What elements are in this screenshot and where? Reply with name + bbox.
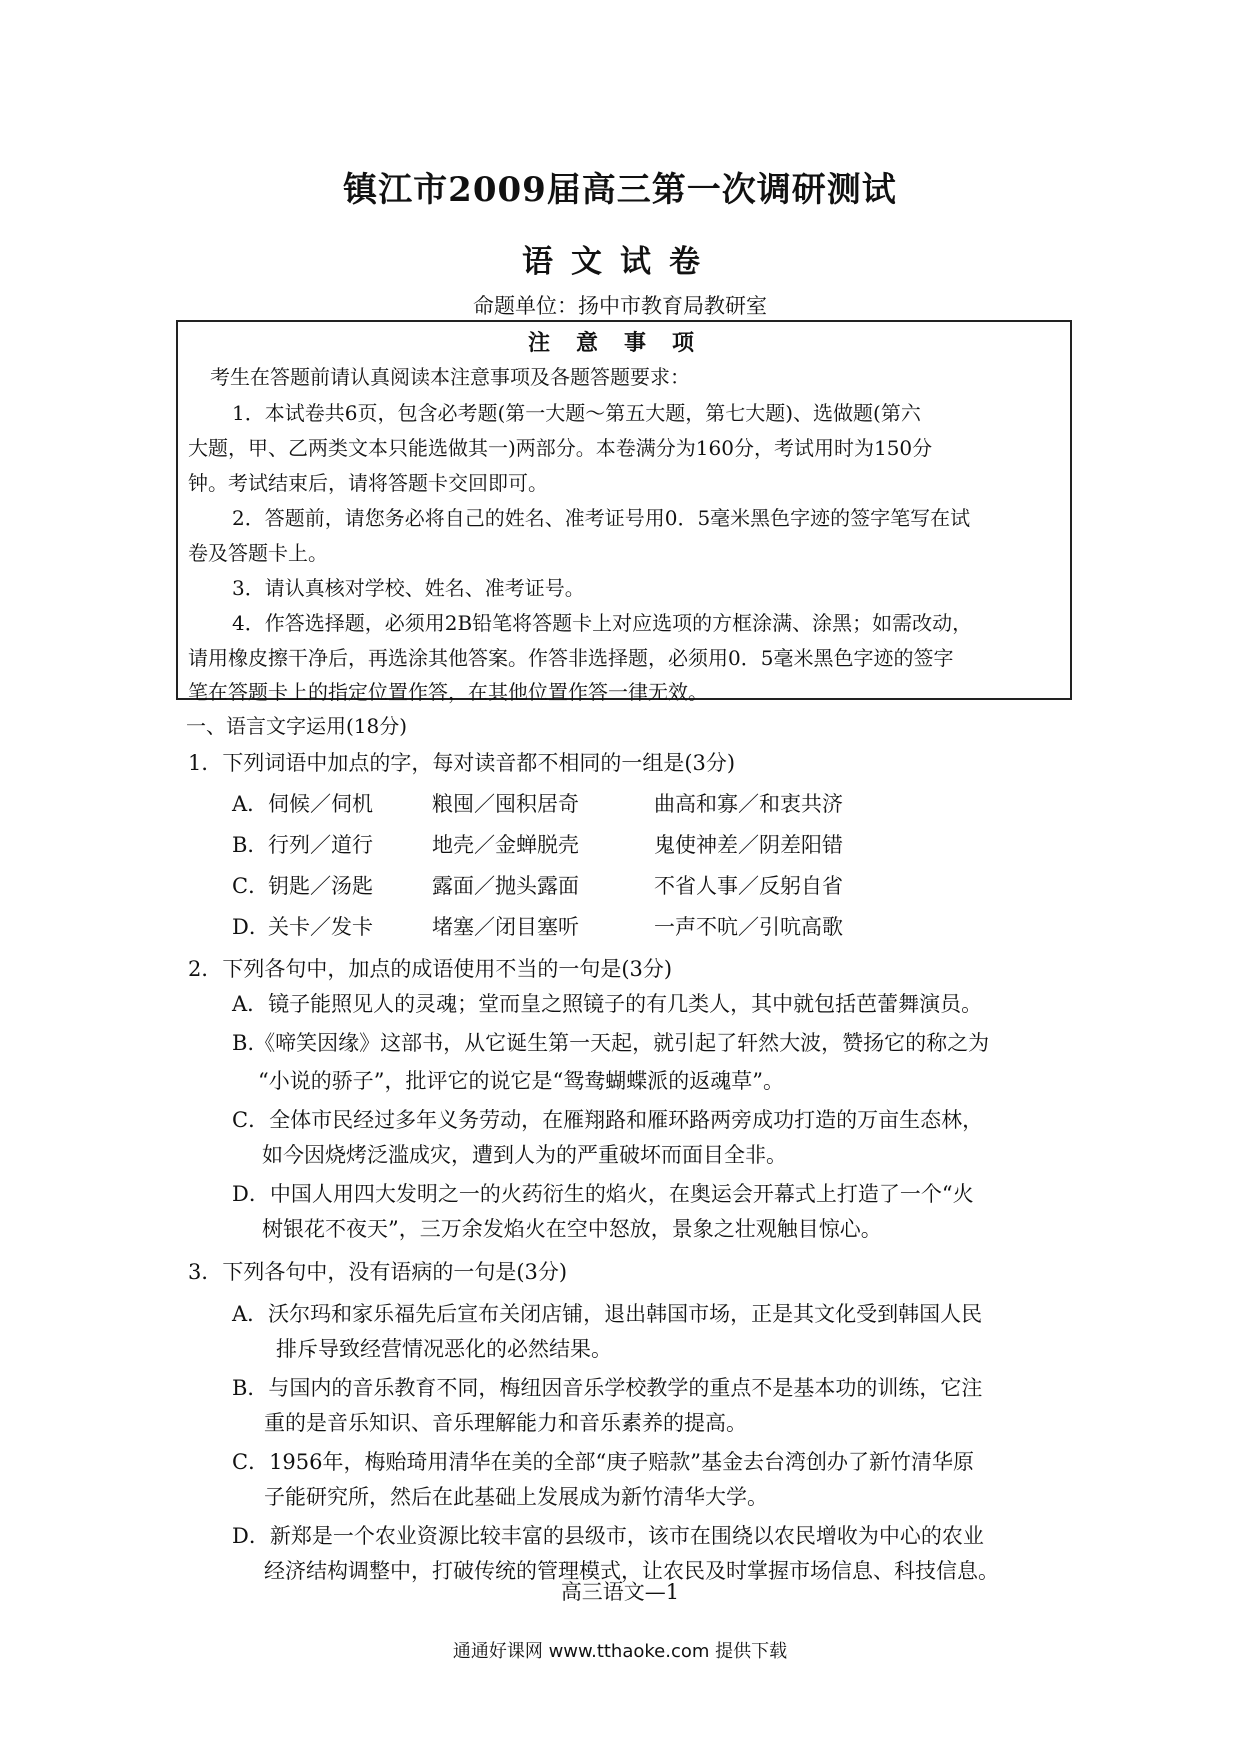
page-footer-label: 高三语文—1 <box>560 1580 680 1604</box>
notice-intro: 考生在答题前请认真阅读本注意事项及各题答题要求： <box>210 365 690 389</box>
q3-option-b-line-2: 重的是音乐知识、音乐理解能力和音乐素养的提高。 <box>264 1411 747 1435</box>
q1-option-d-pair-3: 一声不吭／引吭高歌 <box>654 915 843 939</box>
notice-item-4-line-2: 请用橡皮擦干净后，再选涂其他答案。作答非选择题，必须用0．5毫米黑色字迹的签字 <box>188 646 954 670</box>
setter-unit: 命题单位：扬中市教育局教研室 <box>473 294 767 318</box>
q2-option-b-line-2: “小说的骄子”，批评它的说它是“鸳鸯蝴蝶派的返魂草”。 <box>258 1069 784 1093</box>
q2-option-d-line-2: 树银花不夜天”，三万余发焰火在空中怒放，景象之壮观触目惊心。 <box>262 1217 882 1241</box>
q2-option-c-line-2: 如今因烧烤泛滥成灾，遭到人为的严重破坏而面目全非。 <box>262 1143 787 1167</box>
exam-title: 镇江市2009届高三第一次调研测试 <box>343 170 897 210</box>
download-source-note: 通通好课网 www.tthaoke.com 提供下载 <box>452 1641 788 1662</box>
q3-stem: 3．下列各句中，没有语病的一句是(3分) <box>188 1260 568 1284</box>
q2-stem: 2．下列各句中，加点的成语使用不当的一句是(3分) <box>188 957 673 981</box>
q1-option-b-pair-3: 鬼使神差／阴差阳错 <box>654 833 843 857</box>
q3-option-b-line-1: B．与国内的音乐教育不同，梅纽因音乐学校教学的重点不是基本功的训练，它注 <box>232 1376 983 1400</box>
q1-option-a-label: A． <box>232 792 269 816</box>
q3-option-c-line-1: C．1956年，梅贻琦用清华在美的全部“庚子赔款”基金去台湾创办了新竹清华原 <box>232 1450 974 1474</box>
q1-option-b-label: B． <box>232 833 269 857</box>
notice-title: 注意事项 <box>527 330 720 356</box>
notice-item-1-line-3: 钟。考试结束后，请将答题卡交回即可。 <box>188 471 548 495</box>
q3-option-c-line-2: 子能研究所，然后在此基础上发展成为新竹清华大学。 <box>264 1485 768 1509</box>
q3-option-a-line-2: 排斥导致经营情况恶化的必然结果。 <box>276 1337 612 1361</box>
q3-option-a-line-1: A．沃尔玛和家乐福先后宣布关闭店铺，退出韩国市场，正是其文化受到韩国人民 <box>232 1302 983 1326</box>
q1-option-a-pair-3: 曲高和寡／和衷共济 <box>654 792 843 816</box>
q1-option-d-pair-1: 关卡／发卡 <box>268 915 373 939</box>
q1-option-d-label: D． <box>232 915 270 939</box>
notice-item-3: 3．请认真核对学校、姓名、准考证号。 <box>232 576 585 600</box>
notice-item-2-line-2: 卷及答题卡上。 <box>188 541 328 565</box>
q1-option-c-label: C． <box>232 874 270 898</box>
q1-option-a-pair-1: 伺候／伺机 <box>268 792 373 816</box>
q3-option-d-line-1: D．新郑是一个农业资源比较丰富的县级市，该市在围绕以农民增收为中心的农业 <box>232 1524 984 1548</box>
q2-option-a-line-1: A．镜子能照见人的灵魂；堂而皇之照镜子的有几类人，其中就包括芭蕾舞演员。 <box>232 992 983 1016</box>
q3-option-d-line-2: 经济结构调整中，打破传统的管理模式，让农民及时掌握市场信息、科技信息。 <box>264 1559 999 1583</box>
q1-stem: 1．下列词语中加点的字，每对读音都不相同的一组是(3分) <box>188 751 736 775</box>
q2-option-c-line-1: C．全体市民经过多年义务劳动，在雁翔路和雁环路两旁成功打造的万亩生态林， <box>232 1108 984 1132</box>
q1-option-d-pair-2: 堵塞／闭目塞听 <box>432 915 579 939</box>
section-1-heading: 一、语言文字运用(18分) <box>186 714 408 738</box>
notice-item-4-line-3: 笔在答题卡上的指定位置作答，在其他位置作答一律无效。 <box>188 680 708 704</box>
q1-option-c-pair-3: 不省人事／反躬自省 <box>654 874 843 898</box>
notice-item-2-line-1: 2．答题前，请您务必将自己的姓名、准考证号用0．5毫米黑色字迹的签字笔写在试 <box>232 506 971 530</box>
notice-item-1-line-1: 1．本试卷共6页，包含必考题(第一大题～第五大题，第七大题)、选做题(第六 <box>232 401 921 425</box>
q1-option-b-pair-2: 地壳／金蝉脱壳 <box>432 833 579 857</box>
q1-option-a-pair-2: 粮囤／囤积居奇 <box>432 792 579 816</box>
q1-option-b-pair-1: 行列／道行 <box>268 833 373 857</box>
q2-option-b-line-1: B.《啼笑因缘》这部书，从它诞生第一天起，就引起了轩然大波，赞扬它的称之为 <box>232 1031 990 1055</box>
q1-option-c-pair-1: 钥匙／汤匙 <box>268 874 373 898</box>
notice-item-1-line-2: 大题，甲、乙两类文本只能选做其一)两部分。本卷满分为160分，考试用时为150分 <box>188 436 933 460</box>
q2-option-d-line-1: D．中国人用四大发明之一的火药衍生的焰火，在奥运会开幕式上打造了一个“火 <box>232 1182 974 1206</box>
q1-option-c-pair-2: 露面／抛头露面 <box>432 874 579 898</box>
exam-subtitle: 语文试卷 <box>522 244 718 280</box>
notice-item-4-line-1: 4．作答选择题，必须用2B铅笔将答题卡上对应选项的方框涂满、涂黑；如需改动， <box>232 611 973 635</box>
